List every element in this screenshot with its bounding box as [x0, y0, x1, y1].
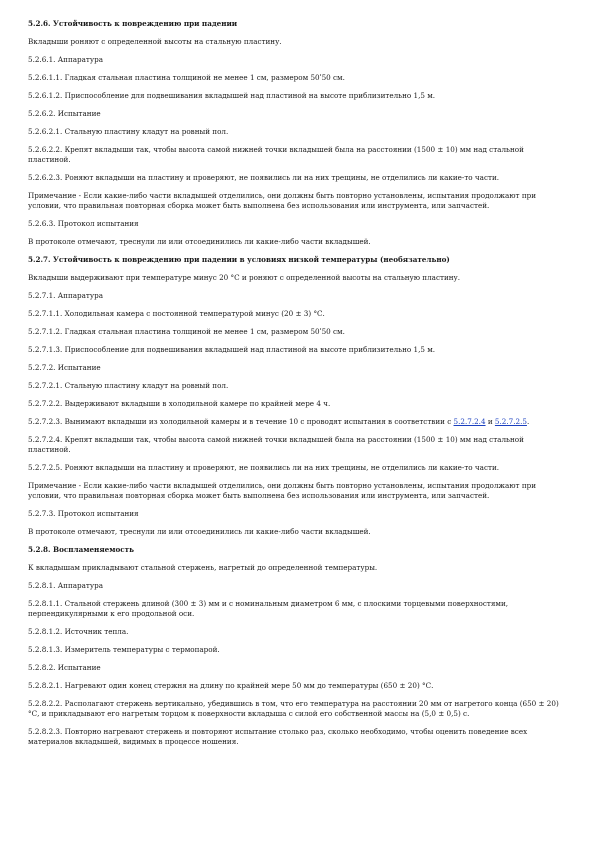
document-body: [28, 19, 566, 755]
paragraph-text: 5.2.7.1.3. Приспособление для подвешивания вкладышей над пластиной на высоте приблизительно 1,5 м.: [28, 345, 436, 354]
paragraph-text: 5.2.8.1.3. Измеритель температуры с термопарой.: [28, 645, 220, 654]
paragraph-text: 5.2.6.2.2. Крепят вкладыши так, чтобы высота самой нижней точки вкладышей была на расстоянии (1500 ± 10) мм над стальной пластиной.: [28, 145, 524, 164]
paragraph-text: 5.2.6. Устойчивость к повреждению при падении: [28, 19, 238, 28]
paragraph: [28, 699, 566, 719]
paragraph-text: 5.2.8.1. Аппаратура: [28, 581, 104, 590]
paragraph: [28, 627, 566, 637]
paragraph-text: В протоколе отмечают, треснули ли или отсоединились ли какие-либо части вкладышей.: [28, 527, 371, 536]
section-link[interactable]: 5.2.7.2.4: [453, 417, 486, 426]
paragraph-text: 5.2.8.2. Испытание: [28, 663, 101, 672]
paragraph-tail: .: [526, 417, 530, 426]
paragraph: [28, 309, 566, 319]
paragraph: [28, 381, 566, 391]
paragraph: [28, 727, 566, 747]
paragraph: [28, 663, 566, 673]
paragraph: [28, 509, 566, 519]
paragraph-text: 5.2.8.2.1. Нагревают один конец стержня на длину по крайней мере 50 мм до температуры (650 ± 20) °С.: [28, 681, 434, 690]
paragraph-text: 5.2.8.2.2. Располагают стержень вертикально, убедившись в том, что его температура на расстоянии 20 мм от нагретого конца (650 ± 20) °С, и прикладывают его нагретым торцом к поверхности вкладыша с силой его собственной массы на (5,0 ± 0,5) с.: [28, 699, 559, 718]
paragraph: [28, 127, 566, 137]
paragraph-text: 5.2.7.1.1. Холодильная камера с постоянной температурой минус (20 ± 3) °С.: [28, 309, 325, 318]
paragraph: [28, 191, 566, 211]
paragraph-text: 5.2.8.2.3. Повторно нагревают стержень и повторяют испытание столько раз, сколько необходимо, чтобы оценить поведение всех материалов вкладышей, видимых в процессе ношения.: [28, 727, 528, 746]
paragraph: [28, 91, 566, 101]
paragraph: [28, 55, 566, 65]
paragraph-text: 5.2.7.2.3. Вынимают вкладыши из холодильной камеры и в течение 10 с проводят испытания в соответствии с: [28, 417, 454, 426]
paragraph: [28, 327, 566, 337]
paragraph-text: К вкладышам прикладывают стальной стержень, нагретый до определенной температуры.: [28, 563, 378, 572]
paragraph: [28, 527, 566, 537]
paragraph: [28, 145, 566, 165]
paragraph-text: Вкладыши роняют с определенной высоты на стальную пластину.: [28, 37, 282, 46]
paragraph: [28, 681, 566, 691]
section-link[interactable]: 5.2.7.2.5: [494, 417, 527, 426]
paragraph-text: 5.2.7.2.4. Крепят вкладыши так, чтобы высота самой нижней точки вкладышей была на расстоянии (1500 ± 10) мм над стальной пластиной.: [28, 435, 524, 454]
paragraph: [28, 73, 566, 83]
paragraph-text: 5.2.6.1.1. Гладкая стальная пластина толщиной не менее 1 см, размером 50ʹ50 см.: [28, 73, 345, 82]
paragraph-text: 5.2.6.3. Протокол испытания: [28, 219, 139, 228]
paragraph: [28, 581, 566, 591]
paragraph-text: 5.2.6.1.2. Приспособление для подвешивания вкладышей над пластиной на высоте приблизительно 1,5 м.: [28, 91, 436, 100]
paragraph-text: 5.2.7.1.2. Гладкая стальная пластина толщиной не менее 1 см, размером 50ʹ50 см.: [28, 327, 345, 336]
section-heading: [28, 255, 566, 265]
paragraph: [28, 37, 566, 47]
paragraph: [28, 435, 566, 455]
paragraph: [28, 363, 566, 373]
paragraph-text: 5.2.6.2. Испытание: [28, 109, 101, 118]
paragraph-text: Примечание - Если какие-либо части вкладышей отделились, они должны быть повторно установлены, испытания продолжают при условии, что правильная повторная сборка может быть выполнена без использования или инструмента, или запчастей.: [28, 191, 537, 210]
paragraph: [28, 237, 566, 247]
paragraph-text: 5.2.7.2.2. Выдерживают вкладыши в холодильной камере по крайней мере 4 ч.: [28, 399, 331, 408]
paragraph-text: 5.2.6.1. Аппаратура: [28, 55, 104, 64]
paragraph-text: Вкладыши выдерживают при температуре минус 20 °С и роняют с определенной высоты на стальную пластину.: [28, 273, 461, 282]
paragraph: [28, 463, 566, 473]
paragraph: [28, 417, 566, 427]
paragraph-text: Примечание - Если какие-либо части вкладышей отделились, они должны быть повторно установлены, испытания продолжают при условии, что правильная повторная сборка может быть выполнена без использования или инструмента, или запчастей.: [28, 481, 537, 500]
paragraph-text: 5.2.7. Устойчивость к повреждению при падении в условиях низкой температуры (необязательно): [28, 255, 450, 264]
section-heading: [28, 19, 566, 29]
paragraph: [28, 599, 566, 619]
paragraph: [28, 345, 566, 355]
paragraph-text: В протоколе отмечают, треснули ли или отсоединились ли какие-либо части вкладышей.: [28, 237, 371, 246]
paragraph-text: 5.2.8.1.1. Стальной стержень длиной (300 ± 3) мм и с номинальным диаметром 6 мм, с плоскими торцевыми поверхностями, перпендикулярными к его продольной оси.: [28, 599, 509, 618]
paragraph: [28, 563, 566, 573]
paragraph: [28, 273, 566, 283]
paragraph-text: 5.2.7.3. Протокол испытания: [28, 509, 139, 518]
paragraph-text: 5.2.8.1.2. Источник тепла.: [28, 627, 129, 636]
link-joiner: и: [485, 417, 495, 426]
paragraph-text: 5.2.7.2.1. Стальную пластину кладут на ровный пол.: [28, 381, 229, 390]
paragraph-text: 5.2.6.2.1. Стальную пластину кладут на ровный пол.: [28, 127, 229, 136]
paragraph: [28, 399, 566, 409]
paragraph-text: 5.2.8. Воспламеняемость: [28, 545, 134, 554]
paragraph: [28, 645, 566, 655]
paragraph-text: 5.2.7.2.5. Роняют вкладыши на пластину и проверяют, не появились ли на них трещины, не отделились ли какие-то части.: [28, 463, 500, 472]
paragraph: [28, 291, 566, 301]
paragraph-text: 5.2.7.1. Аппаратура: [28, 291, 104, 300]
paragraph: [28, 109, 566, 119]
paragraph: [28, 173, 566, 183]
paragraph: [28, 219, 566, 229]
paragraph: [28, 481, 566, 501]
section-heading: [28, 545, 566, 555]
paragraph-text: 5.2.6.2.3. Роняют вкладыши на пластину и проверяют, не появились ли на них трещины, не отделились ли какие-то части.: [28, 173, 500, 182]
paragraph-text: 5.2.7.2. Испытание: [28, 363, 101, 372]
